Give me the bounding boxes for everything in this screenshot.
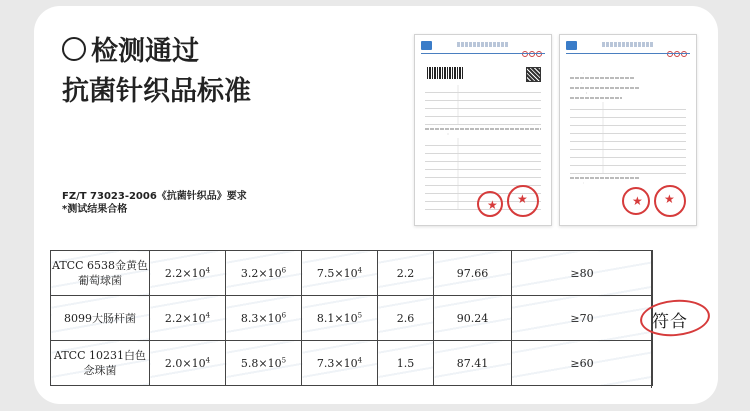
standard-info	[62, 190, 247, 216]
value-cell: $7.3\times 10^4$	[302, 341, 378, 386]
value-cell: $2.2\times 10^4$	[150, 296, 226, 341]
red-seal-icon	[654, 185, 686, 217]
value-cell: 1.5	[378, 341, 434, 386]
standard-code: FZ/T 73023-2006《抗菌针织品》要求	[62, 191, 247, 202]
strain-cell: ATCC 10231白色 念珠菌	[51, 341, 150, 386]
qr-code-icon	[526, 67, 541, 82]
certification-marks	[666, 42, 690, 49]
value-cell: $2.2\times 10^4$	[150, 251, 226, 296]
title-line-2: 抗菌针织品标准	[62, 76, 251, 107]
result-badge	[640, 300, 712, 338]
table-row	[51, 251, 654, 296]
barcode-icon	[427, 67, 463, 79]
report-fields	[570, 69, 686, 187]
value-cell: ≥80	[512, 251, 653, 296]
value-cell: $2.0\times 10^4$	[150, 341, 226, 386]
red-seal-icon	[622, 187, 650, 215]
lab-logo-icon	[421, 41, 432, 50]
value-cell: ≥70	[512, 296, 653, 341]
test-report-page-1	[414, 34, 552, 226]
red-seal-icon	[507, 185, 539, 217]
value-cell: $5.8\times 10^5$	[226, 341, 302, 386]
value-cell: $3.2\times 10^6$	[226, 251, 302, 296]
certification-marks	[521, 42, 545, 49]
test-report-page-2	[559, 34, 697, 226]
table-row	[51, 296, 654, 341]
value-cell: ≥60	[512, 341, 653, 386]
value-cell: $7.5\times 10^4$	[302, 251, 378, 296]
red-seal-icon	[477, 191, 503, 217]
table-row	[51, 341, 654, 386]
strain-cell: ATCC 6538金黄色 葡萄球菌	[51, 251, 150, 296]
standard-note: *测试结果合格	[62, 204, 128, 215]
title-line-1: 检测通过	[62, 32, 251, 72]
value-cell: 2.6	[378, 296, 434, 341]
value-cell: 87.41	[434, 341, 512, 386]
strain-cell: 8099大肠杆菌	[51, 296, 150, 341]
value-cell: 90.24	[434, 296, 512, 341]
test-results-table	[50, 250, 653, 386]
value-cell: $8.3\times 10^6$	[226, 296, 302, 341]
value-cell: $8.1\times 10^5$	[302, 296, 378, 341]
value-cell: 97.66	[434, 251, 512, 296]
page-title	[62, 32, 251, 112]
circle-icon	[62, 37, 86, 61]
value-cell: 2.2	[378, 251, 434, 296]
result-label: 符合	[652, 312, 688, 332]
lab-logo-icon	[566, 41, 577, 50]
